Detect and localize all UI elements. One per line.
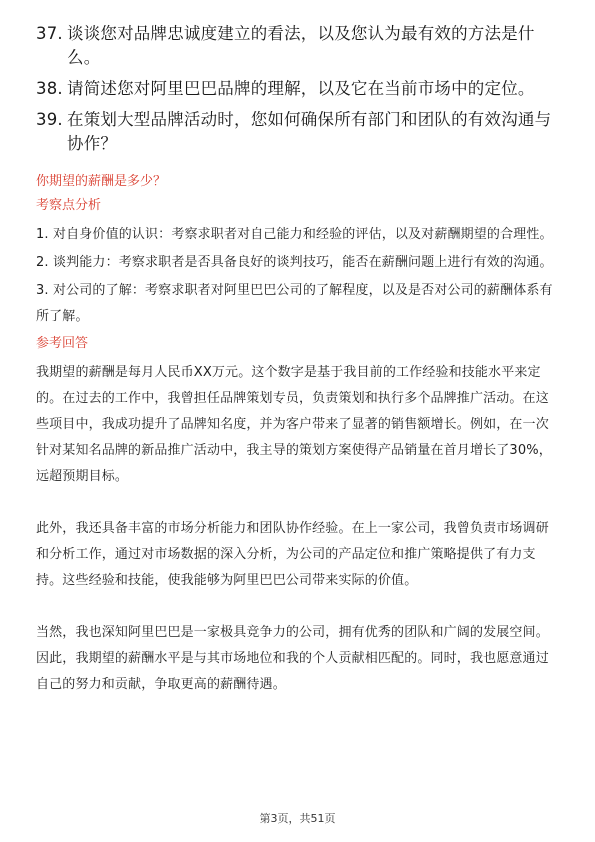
answer-paragraph: 此外，我还具备丰富的市场分析能力和团队协作经验。在上一家公司，我曾负责市场调研和分析工作，通过对市场数据的深入分析，为公司的产品定位和推广策略提供了有力支持。这些经验和技能，使我能够为阿里巴巴公司带来实际的价值。 (36, 521, 549, 588)
question-list (36, 22, 561, 156)
question-heading: 你期望的薪酬是多少？ (36, 174, 167, 189)
page-content (36, 22, 561, 698)
question-item-37 (36, 22, 561, 70)
answer-heading: 参考回答 (36, 336, 89, 351)
analysis-heading: 考察点分析 (36, 198, 102, 213)
answer-paragraph: 我期望的薪酬是每月人民币XX万元。这个数字是基于我目前的工作经验和技能水平来定的。在过去的工作中，我曾担任品牌策划专员，负责策划和执行多个品牌推广活动。在这些项目中，我成功提升了品牌知名度，并为客户带来了显著的销售额增长。例如，在一次针对某知名品牌的新品推广活动中，我主导的策划方案使得产品销量在首月增长了30%，远超预期目标。 (36, 365, 552, 484)
answer-body (36, 360, 561, 698)
analysis-item: 2. 谈判能力：考察求职者是否具备良好的谈判技巧，能否在薪酬问题上进行有效的沟通。 (36, 255, 553, 270)
question-number: 38. (36, 79, 63, 98)
question-item-38 (36, 77, 561, 101)
question-text: 在策划大型品牌活动时，您如何确保所有部门和团队的有效沟通与协作？ (67, 110, 552, 153)
analysis-item: 3. 对公司的了解：考察求职者对阿里巴巴公司的了解程度，以及是否对公司的薪酬体系有所了解。 (36, 283, 553, 324)
question-number: 39. (36, 110, 63, 129)
question-text: 请简述您对阿里巴巴品牌的理解，以及它在当前市场中的定位。 (67, 79, 535, 98)
page-footer: 第3页，共51页 (259, 812, 336, 825)
question-number: 37. (36, 24, 63, 43)
question-item-39 (36, 108, 561, 156)
analysis-list (36, 222, 561, 330)
analysis-item: 1. 对自身价值的认识：考察求职者对自己能力和经验的评估，以及对薪酬期望的合理性。 (36, 227, 553, 242)
question-text: 谈谈您对品牌忠诚度建立的看法，以及您认为最有效的方法是什么。 (67, 24, 535, 67)
answer-paragraph: 当然，我也深知阿里巴巴是一家极具竞争力的公司，拥有优秀的团队和广阔的发展空间。因此，我期望的薪酬水平是与其市场地位和我的个人贡献相匹配的。同时，我也愿意通过自己的努力和贡献，争取更高的薪酬待遇。 (36, 625, 549, 692)
